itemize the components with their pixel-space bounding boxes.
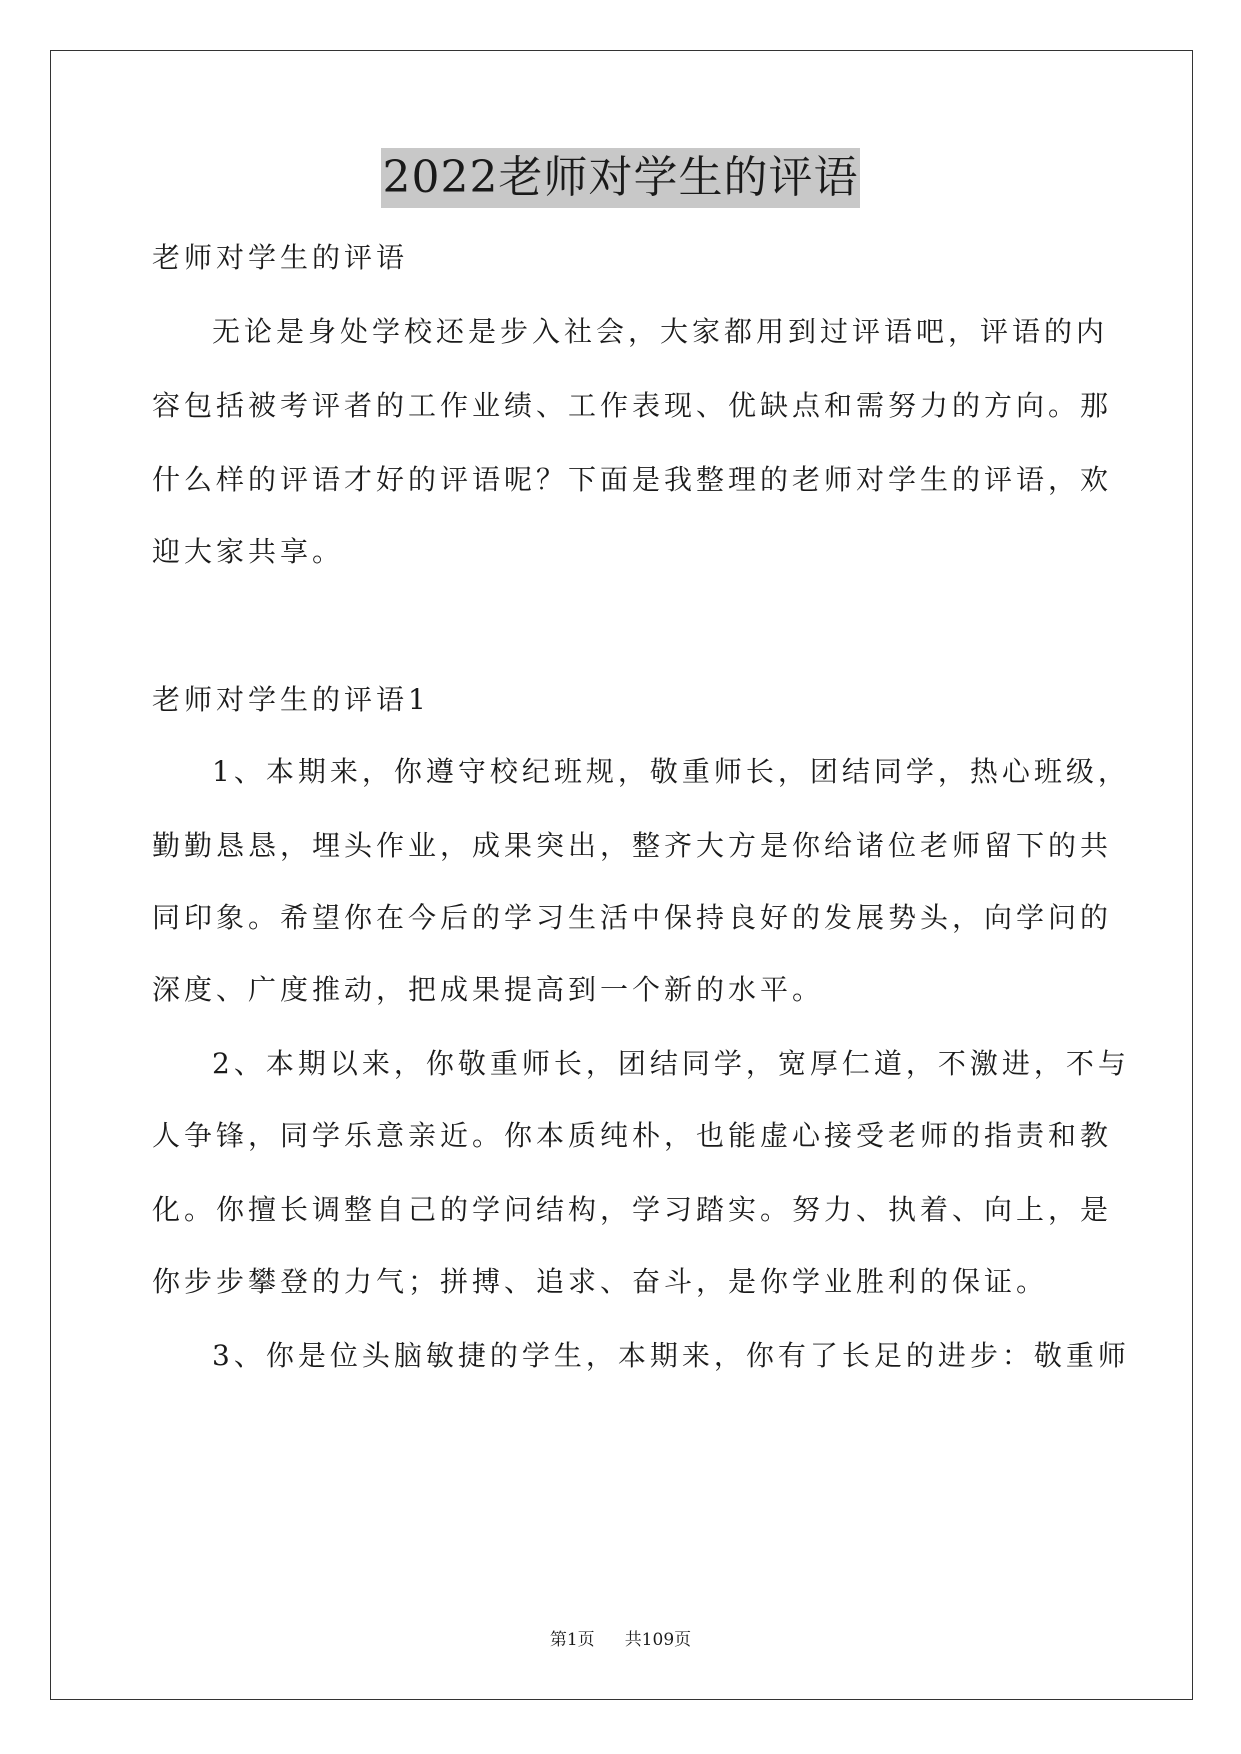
section-heading: 老师对学生的评语1 [152,683,430,716]
body-line: 2、本期以来，你敬重师长，团结同学，宽厚仁道，不激进，不与 [212,1047,1130,1080]
page-footer [0,1628,1241,1652]
page-number: 第1页 [549,1630,595,1650]
body-line: 同印象。希望你在今后的学习生活中保持良好的发展势头，向学问的 [152,901,1113,934]
subtitle-heading: 老师对学生的评语 [152,241,409,274]
body-line: 什么样的评语才好的评语呢？下面是我整理的老师对学生的评语，欢 [152,463,1113,496]
body-line: 人争锋，同学乐意亲近。你本质纯朴，也能虚心接受老师的指责和教 [152,1119,1113,1152]
body-line: 你步步攀登的力气；拼搏、追求、奋斗，是你学业胜利的保证。 [152,1265,1049,1298]
body-line: 深度、广度推动，把成果提高到一个新的水平。 [152,973,825,1006]
body-line: 迎大家共享。 [152,535,345,568]
body-line: 1、本期来，你遵守校纪班规，敬重师长，团结同学，热心班级， [212,755,1130,788]
body-line: 化。你擅长调整自己的学问结构，学习踏实。努力、执着、向上，是 [152,1193,1113,1226]
body-line: 容包括被考评者的工作业绩、工作表现、优缺点和需努力的方向。那 [152,389,1113,422]
page-frame [50,50,1193,1700]
body-line: 3、你是位头脑敏捷的学生，本期来，你有了长足的进步：敬重师 [212,1339,1130,1372]
document-title: 2022老师对学生的评语 [381,148,861,208]
title-container [0,148,1241,208]
body-line: 勤勤恳恳，埋头作业，成果突出，整齐大方是你给诸位老师留下的共 [152,829,1113,862]
body-line: 无论是身处学校还是步入社会，大家都用到过评语吧，评语的内 [212,315,1109,348]
page-total: 共109页 [624,1630,692,1650]
